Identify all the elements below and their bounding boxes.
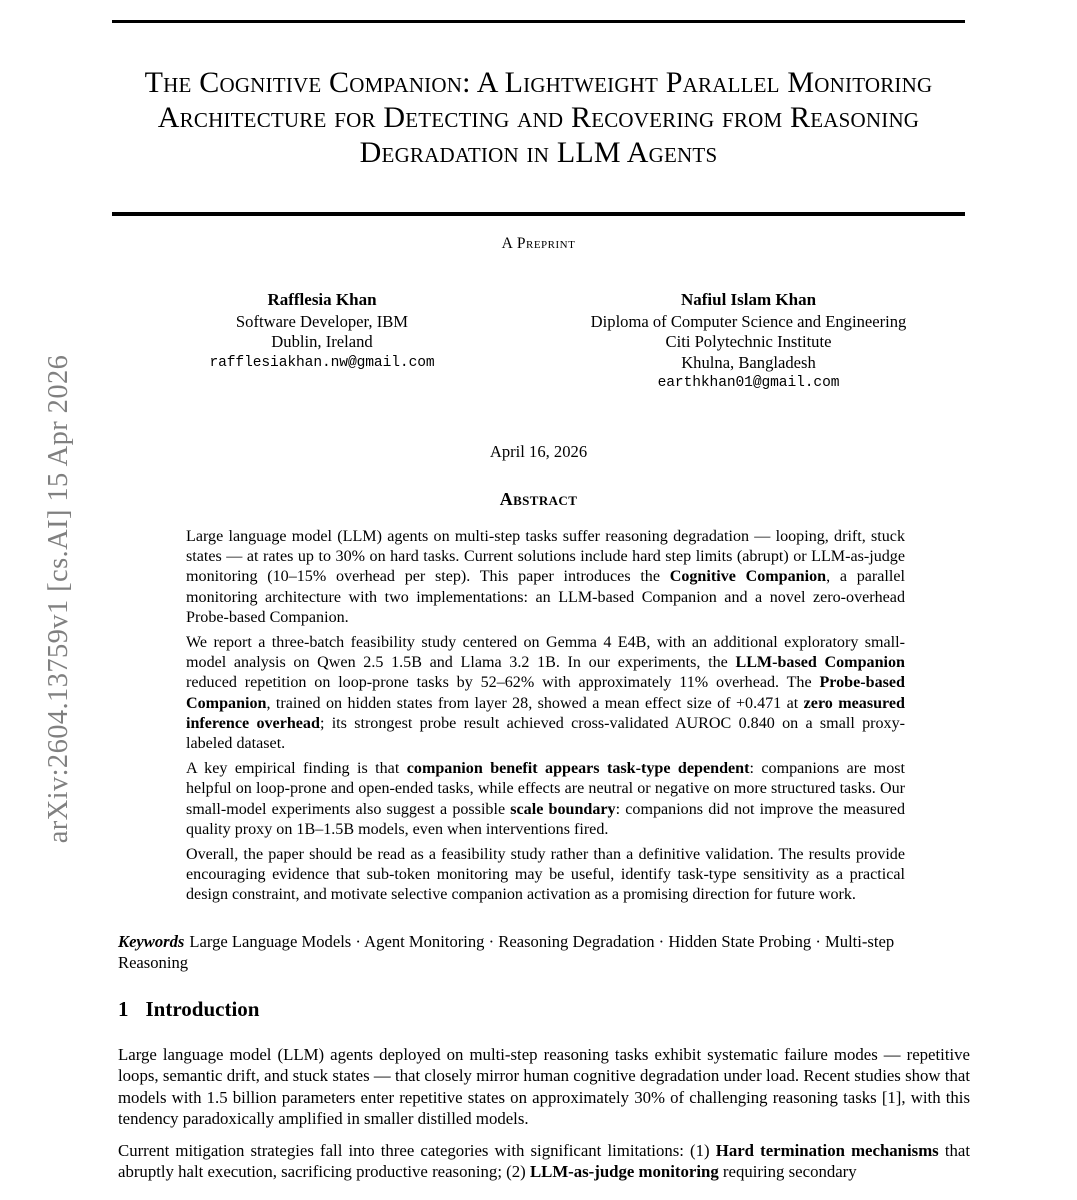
author-block — [112, 290, 965, 394]
keywords-text: Large Language Models · Agent Monitoring · Reasoning Degradation · Hidden State Probing · Multi-step Reasoning — [118, 932, 895, 972]
page-title: The Cognitive Companion: A Lightweight Parallel Monitoring Architecture for Detecting and Recovering from Reasoning Degradation in LLM Agents — [144, 66, 933, 170]
section-heading-introduction — [118, 997, 965, 1022]
author-email[interactable]: rafflesiakhan.nw@gmail.com — [209, 354, 435, 371]
section-body-introduction — [118, 1044, 970, 1182]
keywords-line — [118, 931, 965, 973]
abstract-paragraph: A key empirical finding is that companion benefit appears task-type dependent: companions are most helpful on loop-prone and open-ended tasks, while effects are neutral or negative on more structured tasks. Our small-model experiments also suggest a possible scale boundary: companions did not improve the measured quality proxy on 1B–1.5B models, even when interventions fired. — [186, 760, 905, 838]
author-entry-1 — [112, 290, 532, 394]
section-paragraph: Current mitigation strategies fall into three categories with significant limitations: (1) Hard termination mechanisms that abruptly halt execution, sacrificing productive reasoning; (2) LLM-as-judge monitoring requiring secondary — [118, 1140, 971, 1182]
arxiv-stamp — [0, 0, 110, 1200]
abstract-heading: Abstract — [499, 489, 578, 509]
paper-page — [112, 0, 971, 1200]
author-email[interactable]: earthkhan01@gmail.com — [657, 375, 840, 391]
section-number: 1 — [118, 997, 129, 1021]
section-title: Introduction — [145, 997, 260, 1021]
keywords-label: Keywords — [118, 932, 185, 951]
abstract-body — [186, 527, 905, 906]
author-entry-2 — [532, 290, 965, 394]
header-rule-bottom — [112, 212, 965, 216]
abstract-paragraph: Large language model (LLM) agents on multi-step tasks suffer reasoning degradation — looping, drift, stuck states — at rates up to 30% on hard tasks. Current solutions include hard step limits (abrupt) or LLM-as-judge monitoring (10–15% overhead per step). This paper introduces the Cognitive Companion, a parallel monitoring architecture with two implementations: an LLM-based Companion and a novel zero-overhead Probe-based Companion. — [186, 528, 905, 626]
author-location: Khulna, Bangladesh — [681, 352, 816, 372]
author-name: Nafiul Islam Khan — [680, 290, 817, 309]
header-rule-top — [112, 20, 965, 23]
author-affiliation: Software Developer, IBM — [235, 311, 409, 331]
author-name: Rafflesia Khan — [267, 290, 377, 309]
section-paragraph: Large language model (LLM) agents deployed on multi-step reasoning tasks exhibit systematic failure modes — repetitive loops, semantic drift, and stuck states — that closely mirror human cognitive degradation under load. Recent studies show that models with 1.5 billion parameters enter repetitive states on approximately 30% of challenging reasoning tasks [1], with this tendency paradoxically amplified in smaller distilled models. — [118, 1045, 970, 1129]
abstract-paragraph: Overall, the paper should be read as a feasibility study rather than a definitive validation. The results provide encouraging evidence that sub-token monitoring may be useful, identify task-type sensitivity as a practical design constraint, and motivate selective companion activation as a promising direction for future work. — [186, 846, 905, 904]
author-affiliation: Diploma of Computer Science and Engineering — [590, 311, 907, 331]
preprint-label: A Preprint — [501, 235, 576, 252]
author-institute: Citi Polytechnic Institute — [665, 332, 832, 351]
publication-date: April 16, 2026 — [489, 442, 588, 461]
arxiv-stamp-text: arXiv:2604.13759v1 [cs.AI] 15 Apr 2026 — [43, 354, 74, 844]
abstract-paragraph: We report a three-batch feasibility study centered on Gemma 4 E4B, with an additional exploratory small-model analysis on Qwen 2.5 1.5B and Llama 3.2 1B. In our experiments, the LLM-based Companion reduced repetition on loop-prone tasks by 52–62% with approximately 11% overhead. The Probe-based Companion, trained on hidden states from layer 28, showed a mean effect size of +0.471 at zero measured inference overhead; its strongest probe result achieved cross-validated AUROC 0.840 on a small proxy-labeled dataset. — [186, 634, 905, 753]
author-location: Dublin, Ireland — [271, 332, 373, 351]
